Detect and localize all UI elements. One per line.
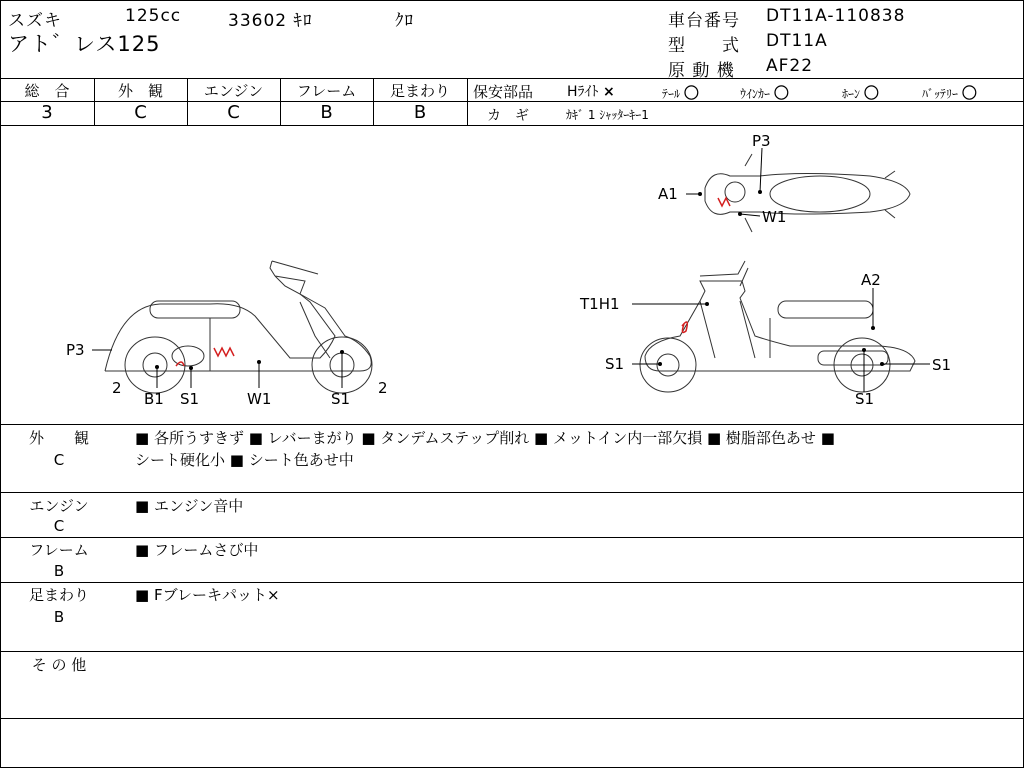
- engine-label: 原 動 機: [668, 61, 735, 81]
- frame-no-label: 車台番号: [668, 11, 740, 31]
- remark-grade-engine: C: [53, 517, 65, 535]
- remark-label-frame: フレーム: [29, 541, 89, 559]
- type-label: 型 式: [668, 36, 740, 56]
- label-left-2a: 2: [112, 379, 122, 397]
- grade-label-suspension: 足まわり: [389, 82, 450, 100]
- label-left-p3: P3: [66, 341, 85, 359]
- remark-label-other: そ の 他: [31, 656, 87, 674]
- remark-grade-suspension: B: [53, 608, 65, 626]
- label-right-t1h1: T1H1: [580, 295, 620, 313]
- displacement: 125cc: [125, 6, 182, 26]
- grade-value-exterior: C: [134, 102, 147, 123]
- damage-marks: [176, 198, 730, 366]
- grade-label-engine: エンジン: [203, 82, 264, 100]
- label-right-a2: A2: [861, 271, 881, 289]
- safety-horn: ﾎｰﾝ 〇: [842, 84, 879, 102]
- grade-value-engine: C: [227, 102, 240, 123]
- label-left-b1: B1: [144, 390, 164, 408]
- label-top-w1: W1: [762, 208, 787, 226]
- grade-value-frame: B: [320, 102, 333, 123]
- mileage: 33602 ｷﾛ: [228, 11, 313, 31]
- safety-tail: ﾃｰﾙ 〇: [662, 84, 699, 102]
- scooter-top-view: [705, 154, 910, 232]
- damage-diagram: [0, 126, 1024, 424]
- remark-label-engine: エンジン: [29, 497, 89, 515]
- scooter-left-view: [105, 261, 372, 393]
- engine-value: AF22: [766, 56, 814, 76]
- key-label: カ ギ: [487, 108, 529, 124]
- label-right-s1b: S1: [932, 356, 952, 374]
- grade-value-overall: 3: [41, 102, 53, 123]
- safety-battery: ﾊﾞｯﾃﾘｰ 〇: [922, 84, 977, 102]
- grade-label-overall: 総 合: [24, 82, 70, 100]
- safety-winker: ｳｲﾝｶｰ 〇: [740, 84, 789, 102]
- remark-text-exterior-1: ■ 各所うすきず ■ レバーまがり ■ タンデムステップ削れ ■ メットイン内一部欠損 ■ 樹脂部色あせ ■: [135, 429, 835, 447]
- remark-text-exterior-2: シート硬化小 ■ シート色あせ中: [135, 451, 354, 469]
- grade-label-exterior: 外 観: [117, 82, 163, 100]
- remark-grade-frame: B: [53, 562, 65, 580]
- remark-label-exterior: 外 観: [28, 429, 89, 447]
- maker: スズキ: [8, 11, 62, 31]
- key-value: ｶｷﾞ 1 ｼｬｯﾀｰｷｰ1: [566, 108, 649, 122]
- model-name: アト゛レス125: [8, 32, 161, 56]
- frame-no-value: DT11A-110838: [766, 6, 906, 26]
- remark-label-suspension: 足まわり: [28, 586, 89, 604]
- label-right-s1a: S1: [605, 355, 625, 373]
- safety-headlight: Hﾗｲﾄ ×: [567, 84, 615, 100]
- label-top-p3: P3: [752, 132, 771, 150]
- grade-value-suspension: B: [413, 102, 427, 123]
- grade-label-frame: フレーム: [296, 82, 357, 100]
- remark-text-suspension: ■ Fブレーキパット×: [135, 586, 280, 604]
- remark-grade-exterior: C: [53, 451, 65, 469]
- label-left-w1: W1: [247, 390, 272, 408]
- remark-text-engine: ■ エンジン音中: [135, 497, 244, 515]
- label-top-a1: A1: [658, 185, 678, 203]
- remark-text-frame: ■ フレームさび中: [135, 541, 259, 559]
- safety-label: 保安部品: [473, 83, 534, 101]
- type-value: DT11A: [766, 31, 828, 51]
- label-right-s1c: S1: [855, 390, 875, 408]
- label-left-s1a: S1: [180, 390, 200, 408]
- label-left-2b: 2: [378, 379, 388, 397]
- label-left-s1b: S1: [331, 390, 351, 408]
- color: ｸﾛ: [395, 11, 414, 31]
